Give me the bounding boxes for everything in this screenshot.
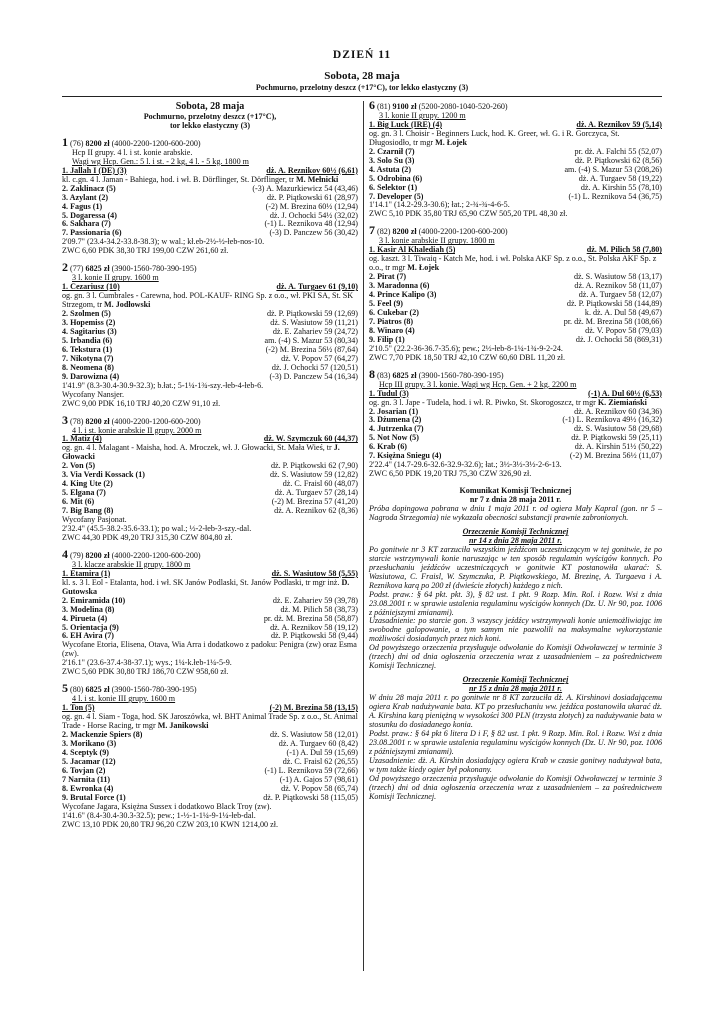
winner-trainer: J. Głowacki (62, 443, 340, 462)
race-index: (83) (375, 370, 393, 380)
left-column (62, 101, 358, 829)
winner-trainer: M. Łojek (407, 263, 440, 273)
race-number: 8 (369, 366, 375, 381)
result-horse: 4. Sagitarius (3) (62, 327, 117, 336)
winner-trainer: M. Łojek (435, 137, 468, 147)
result-horse: 3. Via Verdi Kossack (1) (62, 471, 145, 480)
result-jockey: dż. C. Fraisl 60 (48,07) (282, 479, 358, 489)
result-jockey: am. (-4) S. Mazur 53 (80,34) (264, 335, 358, 345)
result-horse: 6. Tekstura (1) (62, 345, 113, 354)
page-date: Sobota, 28 maja (324, 70, 400, 82)
result-horse: 3. Dżumena (2) (369, 416, 422, 425)
result-jockey: (-1) A. Gajos 57 (98,61) (279, 774, 358, 784)
race-conditions: 4 l. i st. konie arabskie II grupy. 2000 m (72, 425, 202, 435)
result-jockey: dż. V. Popov 58 (79,03) (585, 325, 662, 335)
race-conditions: Hcp III grupy. 3 l. konie. Wagi wg Hcp. Gen. + 2 kg. 2200 m (379, 379, 577, 389)
order-paragraph: Podst. praw.: § 64 pkt 6 litera D i F, § 82 ust. 1 pkt. 9 Rozp. Min. Rol. i Rozw. Wsi z dnia 23.08.2001 r. w sprawie ustalenia regulaminu wyścigów konnych (Dz. U. Nr 90, poz. 1006 z późniejszymi zmianami). (369, 728, 662, 756)
race-prize: 8200 zł (392, 227, 417, 237)
race-number: 2 (62, 260, 68, 275)
race-block (62, 681, 358, 829)
result-horse: 5. Odrobina (6) (369, 174, 423, 183)
result-jockey: (-2) M. Brezina 60½ (12,94) (265, 201, 358, 211)
result-horse: 3. Maradonna (6) (369, 282, 430, 291)
result-jockey: pr. dż. M. Brezina 58 (108,66) (563, 316, 662, 326)
race-note: ZWC 44,30 PDK 49,20 TRJ 315,30 CZW 804,80 zł. (62, 532, 233, 542)
result-horse: 7 Narnita (11) (62, 775, 111, 784)
commission-title: Komunikat Komisji Technicznej (459, 486, 572, 496)
result-horse: 6. Cukebar (2) (369, 308, 419, 317)
result-jockey: dż. P. Piątkowski 62 (7,90) (270, 461, 358, 471)
race-number: 1 (62, 134, 68, 149)
race-prize: 8200 zł (85, 138, 110, 148)
race-prize-split: (3900-1560-780-390-195) (416, 370, 504, 380)
result-horse: 5. Elgana (7) (62, 489, 106, 498)
result-jockey: dż. E. Zahariev 59 (39,78) (272, 595, 358, 605)
result-horse: 7. Developer (5) (369, 192, 424, 201)
winner-pedigree: og. kaszt. 3 l. Tiwaiq - Katch Me, hod. i wł. Polska AKF Sp. z o.o., St. Polska AKF Sp. z o.o., tr mgr (369, 254, 657, 273)
right-column (369, 98, 662, 802)
race-block (62, 260, 358, 408)
race-header (369, 366, 662, 381)
result-horse: 4. Jutrzenka (7) (369, 425, 424, 434)
orders (369, 528, 662, 802)
result-jockey: dż. P. Piątkowski 62 (8,56) (574, 155, 662, 165)
race-note: Wycofane Etoria, Elisena, Otava, Wia Arra i dodatkowo z padoku: Penigra (zw) oraz Esma (zw). (62, 640, 357, 659)
winner-details (369, 255, 662, 273)
winner-horse: 1. Matiz (4) (62, 435, 102, 444)
race-note: ZWC 13,10 PDK 20,80 TRJ 96,20 CZW 203,10 KWN 1214,00 zł. (62, 819, 278, 829)
result-jockey: (-2) M. Brezina 57 (41,20) (271, 497, 358, 507)
result-jockey: dż. E. Zahariev 59 (24,72) (272, 326, 358, 336)
result-horse: 7. Księżna Śniegu (4) (369, 452, 442, 461)
race-conditions: 3 l. konie II grupy. 1600 m (72, 273, 159, 283)
result-horse: 3. Morikano (3) (62, 739, 117, 748)
race-prize: 6825 zł (85, 264, 110, 274)
winner-horse: 1. Etamira (1) (62, 569, 111, 578)
race-block (369, 98, 662, 219)
commission-order (369, 528, 662, 671)
race-prize-split: (4000-2200-1200-600-200) (416, 227, 508, 237)
result-horse: 3. Azylant (2) (62, 193, 109, 202)
result-horse: 3. Modelina (8) (62, 605, 115, 614)
result-jockey: dż. P. Piątkowski 61 (28,97) (266, 192, 358, 202)
result-horse: 2. Emiramida (10) (62, 596, 126, 605)
result-horse: 6. Sakhara (7) (62, 220, 111, 229)
winner-pedigree: og. gn. 3 l. Choisir - Beginners Luck, hod. K. Greer, wł. G. i R. Gorczyca, St. Długosiodło, tr mgr (369, 128, 620, 147)
order-paragraph: Od powyższego orzeczenia przysługuje odwołanie do Komisji Odwoławczej w terminie 3 (trzech) dni od dnia ogłoszenia orzeczenia wraz z uzasadnieniem – za pośrednictwem Komisji Technicznej. (369, 643, 662, 671)
result-horse: 5. Dogaressa (4) (62, 211, 117, 220)
result-jockey: dż. J. Ochocki 58 (869,31) (575, 334, 662, 344)
result-jockey: dż. A. Turgaev 60 (8,42) (278, 738, 358, 748)
race-index: (78) (68, 416, 86, 426)
race-prize-split: (5200-2080-1040-520-260) (416, 102, 508, 111)
result-jockey: (-3) A. Mazurkiewicz 54 (43,46) (252, 183, 358, 193)
result-jockey: (-3) D. Panczew 54 (16,34) (269, 371, 358, 381)
commission-text: Próba dopingowa pobrana w dniu 1 maja 2011 r. od ogiera Mały Kapral (gon. nr 5 – Nagroda Strzegomia) nie wykazała obecności substancji prawnie zabronionych. (369, 504, 662, 522)
winner-details (62, 444, 358, 462)
winner-details (62, 579, 358, 597)
winner-trainer: M. Janikowski (157, 721, 209, 731)
race-conditions: 3 l. konie arabskie II grupy. 1800 m (379, 236, 495, 246)
race-note: 1'41.6" (8.4-30.4-30.3-32.5); pew.; 1-½-1-1¼-9-1¼-łeb-dal. (62, 810, 256, 820)
result-horse: 7. Nikotyna (7) (62, 354, 114, 363)
race-prize-split: (3900-1560-780-390-195) (109, 264, 197, 274)
left-column-weather-2: tor lekko elastyczny (3) (169, 120, 251, 130)
result-jockey: pr. dż. M. Brezina 58 (58,87) (263, 613, 358, 623)
result-horse: 2. Zaklinacz (5) (62, 184, 116, 193)
result-horse: 6. Tovjan (2) (62, 766, 106, 775)
left-column-weather-1: Pochmurno, przelotny deszcz (+17°C), (143, 112, 277, 121)
winner-horse: 1. Ton (5) (62, 704, 95, 713)
winner-jockey: dż. A. Reznikov 59 (5,14) (576, 119, 662, 129)
winner-pedigree: kl. c.gn. 4 l. Jaman - Bahiega, hod. i wł. B. Dörflinger, St. Dörflinger, tr (62, 174, 297, 184)
left-column-date: Sobota, 28 maja (175, 101, 245, 112)
race-note: Wycofane Jagara, Księżna Sussex i dodatkowo Black Troy (zw). (62, 801, 272, 811)
winner-jockey: (-2) M. Brezina 58 (13,15) (269, 703, 358, 713)
result-jockey: (-3) D. Panczew 56 (30,42) (269, 228, 358, 238)
race-note: 1'41.9" (8.3-30.4-30.9-32.3); b.łat.; 5-1¼-1¾-szy.-łeb-4-łeb-6. (62, 380, 264, 390)
result-jockey: dż. P. Piątkowski 58 (144,89) (566, 299, 662, 309)
result-horse: 4. Fagus (1) (62, 202, 103, 211)
order-number-text: nr 14 z dnia 28 maja 2011 r. (468, 535, 563, 545)
page-day-title: DZIEŃ 11 (332, 49, 392, 61)
result-jockey: (-1) L. Reznikova 59 (72,66) (264, 765, 358, 775)
result-horse: 8. Winaro (4) (369, 326, 415, 335)
result-horse: 5. Orientacja (9) (62, 623, 119, 632)
race-prize: 6825 zł (85, 685, 110, 695)
result-horse: 5. Jacamar (12) (62, 757, 116, 766)
result-horse: 3. Solo Su (3) (369, 156, 415, 165)
winner-horse: 1. Tudul (3) (369, 389, 409, 398)
result-jockey: dż. C. Fraisl 62 (26,55) (282, 756, 358, 766)
race-index: (79) (68, 550, 86, 560)
race-note: Wycofany Pasjonat. (62, 515, 127, 525)
race-prize-split: (4000-2200-1200-600-200) (109, 416, 201, 426)
race-index: (82) (375, 227, 393, 237)
result-jockey: dż. A. Turgaev 58 (12,07) (578, 290, 662, 300)
winner-pedigree: og. gn. 4 l. Siam - Toga, hod. SK Jaroszówka, wł. BHT Animal Trade Sp. z o.o., St. Animal Trade - Horse Racing, tr mgr (62, 712, 358, 731)
order-number-text: nr 15 z dnia 28 maja 2011 r. (468, 684, 563, 694)
race-conditions: 4 l. i st. konie III grupy. 1600 m (72, 694, 176, 704)
race-number: 3 (62, 412, 68, 427)
race-conditions: 3 l. klacze arabskie II grupy. 1800 m (72, 559, 191, 569)
result-jockey: dż. A. Reznikov 58 (19,12) (270, 622, 358, 632)
winner-jockey: dż. S. Wasiutow 58 (5,55) (271, 568, 358, 578)
winner-jockey: dż. A. Reznikov 60½ (6,61) (266, 165, 358, 175)
result-horse: 4. Astuta (2) (369, 165, 412, 174)
result-jockey: dż. A. Kirshin 51½ (50,22) (574, 442, 662, 452)
winner-jockey: dż. W. Szymczuk 60 (44,37) (263, 434, 358, 444)
winner-trainer: M. Jodłowski (104, 300, 151, 310)
winner-jockey: (-1) A. Dul 60½ (6,53) (588, 388, 662, 398)
race-note: 2'32.4" (45.5-38.2-35.6-33.1); po wal.; ½-2-łeb-3-szy.-dal. (62, 523, 252, 533)
result-horse: 4. Pirueta (4) (62, 614, 108, 623)
race-note: 2'22.4" (14.7-29.6-32.6-32.9-32.6); łat.; 3½-3½-3½-2-6-13. (369, 460, 562, 470)
result-horse: 7. Big Bang (8) (62, 507, 114, 516)
result-jockey: pr. dż. A. Falchi 55 (52,07) (574, 146, 662, 156)
commission-notice (369, 487, 662, 523)
result-jockey: dż. S. Wasiutow 58 (13,17) (574, 272, 662, 282)
result-jockey: (-2) M. Brezina 56½ (11,07) (569, 451, 662, 461)
race-conditions: Hcp II grupy. 4 l. i st. konie arabskie. (72, 147, 193, 157)
winner-details (62, 292, 358, 310)
race-note: 1'14.1" (14.2-29.3-30.6); łat.; 2-¾-¾-4-6-5. (369, 200, 510, 210)
result-horse: 5. Feel (9) (369, 300, 403, 309)
order-title-text: Orzeczenie Komisji Technicznej (462, 526, 569, 536)
result-jockey: dż. P. Piątkowski 59 (25,11) (571, 433, 662, 443)
result-horse: 6. EH Avira (7) (62, 632, 115, 641)
winner-pedigree: kl. s. 3 l. Eol - Etalanta, hod. i wł. SK Janów Podlaski, St. Janów Podlaski, tr mgr inż. (62, 577, 342, 587)
result-horse: 2. Czarnił (7) (369, 147, 415, 156)
winner-horse: 1. Cezariusz (10) (62, 283, 120, 292)
winner-trainer: M. Mełnicki (296, 174, 339, 184)
result-jockey: (-1) A. Dul 59 (15,69) (286, 747, 358, 757)
result-horse: 6. Selektor (1) (369, 183, 418, 192)
race-block (62, 134, 358, 256)
result-horse: 3. Hopemiss (2) (62, 319, 116, 328)
result-jockey: dż. J. Ochocki 57 (120,51) (271, 362, 358, 372)
result-horse: 2. Von (5) (62, 462, 96, 471)
race-index: (76) (68, 138, 86, 148)
result-jockey: dż. A. Turgaev 57 (28,14) (274, 488, 358, 498)
race-prize: 9100 zł (392, 102, 417, 111)
race-note: ZWC 6,60 PDK 38,30 TRJ 199,00 CZW 261,60 zł. (62, 246, 229, 256)
race-prize-split: (4000-2200-1200-600-200) (109, 550, 201, 560)
winner-trainer: K. Ziemiański (597, 397, 647, 407)
result-horse: 2. Szolmen (5) (62, 310, 111, 319)
race-prize-split: (3900-1560-780-390-195) (109, 685, 197, 695)
result-jockey: dż. P. Piątkowski 58 (9,44) (270, 631, 358, 641)
race-index: (77) (68, 264, 86, 274)
result-horse: 9. Darowizna (4) (62, 372, 120, 381)
race-block (62, 412, 358, 543)
result-jockey: dż. J. Ochocki 54½ (32,02) (269, 210, 358, 220)
result-jockey: (-1) L. Reznikova 48 (12,94) (264, 219, 358, 229)
winner-horse: 1. Big Luck (IRE) (4) (369, 120, 443, 129)
race-index: (81) (375, 102, 393, 111)
races-right (369, 98, 662, 479)
order-paragraph: Po gonitwie nr 3 KT zarzuciła wszystkim jeźdźcom uczestniczącym w tej gonitwie, że po starcie wstrzymywali konie naruszając w ten sposób regulamin wyścigów konnych. Po przesłuchaniu jeźdźców uczestniczących w gonitwie KT postanowiła ukarać: S. Wasiutowa, C. Fraisl, W. Szymczuka, P. Piątkowskiego, M. Brezinę, A. Turgaeva i A. Reznikova karą po 200 zł (dwieście złotych) każdego z nich. (369, 544, 662, 590)
result-jockey: dż. V. Popov 58 (65,74) (281, 783, 358, 793)
result-jockey: (-1) L. Reznikova 49½ (16,32) (562, 415, 662, 425)
race-note: 2'16.1" (23.6-37.4-38-37.1); wys.; 1¼-k.łeb-1¼-5-9. (62, 658, 232, 668)
race-prize: 8200 zł (85, 416, 110, 426)
race-block (369, 223, 662, 362)
commission-number: nr 7 z dnia 28 maja 2011 r. (469, 495, 562, 505)
race-note: ZWC 6,50 PDK 19,20 TRJ 75,30 CZW 326,90 zł. (369, 469, 532, 479)
winner-pedigree: og. gn. 3 l. Jape - Tudela, hod. i wł. R. Piwko, St. Skorogoszcz, tr mgr (369, 397, 598, 407)
page-weather: Pochmurno, przelotny deszcz (+17°C), tor lekko elastyczny (3) (255, 83, 469, 92)
race-conditions: Wagi wg Hcp. Gen.: 5 l. i st. - 2 kg, 4 l. - 5 kg. 1800 m (72, 156, 249, 166)
race-header (62, 412, 358, 427)
result-jockey: am. (-4) S. Mazur 53 (208,26) (564, 164, 662, 174)
race-number: 4 (62, 546, 68, 561)
race-prize-split: (4000-2200-1200-600-200) (109, 138, 201, 148)
winner-jockey: dż. M. Pilich 58 (7,80) (586, 245, 662, 255)
column-separator (363, 101, 364, 971)
race-block (369, 366, 662, 479)
result-jockey: dż. S. Wasiutow 58 (12,01) (270, 730, 358, 739)
race-number: 5 (62, 681, 68, 696)
race-note: ZWC 5,60 PDK 30,80 TRJ 186,70 CZW 958,60 zł. (62, 667, 229, 677)
race-conditions: 3 l. konie II grupy. 1200 m (379, 110, 466, 120)
race-number: 6 (369, 98, 375, 112)
result-horse: 9. Brutal Force (1) (62, 793, 126, 802)
result-jockey: dż. P. Piątkowski 59 (12,69) (266, 309, 358, 319)
winner-details (369, 130, 662, 148)
result-horse: 2. Josarian (1) (369, 407, 419, 416)
race-note: ZWC 5,10 PDK 35,80 TRJ 65,90 CZW 505,20 TPL 48,30 zł. (369, 209, 568, 219)
result-horse: 4. Sceptyk (9) (62, 748, 109, 757)
header-rule (62, 96, 662, 97)
result-jockey: dż. V. Popov 57 (64,27) (281, 353, 358, 363)
result-jockey: dż. A. Reznikov 60 (34,36) (574, 406, 662, 416)
result-horse: 9. Filip (1) (369, 335, 405, 344)
races-left (62, 134, 358, 830)
result-horse: 7. Piatros (8) (369, 317, 414, 326)
order-paragraph: Podst. praw.: § 64 pkt. pkt. 3), § 82 ust. 1 pkt. 9 Rozp. Min. Rol. i Rozw. Wsi z dnia 23.08.2001 r. w sprawie ustalenia regulaminu wyścigów konnych (Dz. U. Nr 90, poz. 1006 z późniejszymi zmianami). (369, 589, 662, 617)
result-jockey: dż. A. Turgaev 58 (19,22) (578, 173, 662, 183)
order-paragraph: Uzasadnienie: dż. A. Kirshin dosiadający ogiera Krab w czasie gonitwy nadużywał bata, w tym także kiedy ogier był pokonany. (369, 755, 662, 774)
result-horse: 8. Neomena (8) (62, 363, 114, 372)
winner-jockey: dż. A. Turgaev 61 (9,10) (276, 282, 358, 292)
result-horse: 2. Pirat (7) (369, 273, 407, 282)
result-jockey: (-2) M. Brezina 56½ (87,64) (265, 344, 358, 354)
result-horse: 4. Prince Kalipo (3) (369, 291, 437, 300)
result-jockey: k. dż. A. Dul 58 (49,67) (584, 307, 662, 317)
order-paragraph: W dniu 28 maja 2011 r. po gonitwie nr 8 KT zarzuciła dż. A. Kirshinovi dosiadającemu ogiera Krab nadużywanie bata. KT po przesłuchaniu ww. jeźdźca postanowiła ukarać dż. A. Kirshina karą pieniężną w wysokości 300 PLN (trzysta złotych) za nadużywanie bata w stosunku do dosiadanego konia. (369, 693, 662, 729)
order-paragraph: Od powyższego orzeczenia przysługuje odwołanie do Komisji Odwoławczej w terminie 3 (trzech) dni od dnia ogłoszenia orzeczenia wraz z uzasadnieniem – za pośrednictwem Komisji Technicznej. (369, 773, 662, 801)
race-note: ZWC 7,70 PDK 18,50 TRJ 42,10 CZW 60,60 DBL 11,20 zł. (369, 352, 566, 362)
result-jockey: dż. S. Wasiutow 59 (11,21) (270, 318, 358, 328)
winner-horse: 1. Kasir Al Khalediah (5) (369, 246, 456, 255)
result-horse: 6. Krab (6) (369, 443, 407, 452)
race-prize: 8200 zł (85, 550, 110, 560)
result-jockey: dż. A. Reznikov 62 (8,36) (274, 506, 358, 516)
winner-trainer: D. Gutowska (62, 577, 350, 596)
race-prize: 6825 zł (392, 370, 417, 380)
result-horse: 2. Mackenzie Spiers (8) (62, 731, 143, 739)
result-horse: 6. Mit (6) (62, 498, 95, 507)
result-jockey: dż. P. Piątkowski 58 (115,05) (263, 792, 358, 802)
winner-pedigree: og. gn. 3 l. Cumbrales - Carewna, hod. POL-KAUF- RING Sp. z o.o., wł. PKI SA, St. SK Strzegom, tr (62, 291, 354, 310)
result-jockey: dż. A. Kirshin 55 (78,10) (580, 182, 662, 192)
race-number: 7 (369, 223, 375, 238)
race-note: 2'10.5" (22.2-36-36.7-35.6); pew.; 2½-łeb-8-1¼-1¾-9-2-24. (369, 343, 563, 353)
race-index: (80) (68, 685, 86, 695)
race-note: ZWC 9,00 PDK 16,10 TRJ 40,20 CZW 91,10 zł. (62, 398, 221, 408)
race-note: 2'09.7" (23.4-34.2-33.8-38.3); w wal.; kł.eb-2½-½-łeb-nos-10. (62, 237, 265, 247)
race-block (62, 546, 358, 677)
result-horse: 5. Not Now (5) (369, 434, 419, 443)
order-title-text: Orzeczenie Komisji Technicznej (462, 675, 569, 685)
result-horse: 7. Passionaria (6) (62, 229, 122, 238)
winner-details (62, 713, 358, 731)
commission-order (369, 676, 662, 801)
race-note: Wycofany Nansjer. (62, 389, 124, 399)
result-horse: 8. Ewronka (4) (62, 784, 114, 793)
result-jockey: dż. M. Pilich 58 (38,73) (280, 604, 358, 614)
result-jockey: dż. A. Reznikov 58 (11,07) (574, 281, 662, 291)
winner-horse: 1. Jallah I (DE) (3) (62, 166, 127, 175)
result-jockey: dż. S. Wasiutow 58 (29,68) (574, 424, 662, 434)
order-paragraph: Uzasadnienie: po starcie gon. 3 wszyscy jeźdźcy wstrzymywali konie uniemożliwiając im swobodne galopowanie, a tym samym nie pozwolili na maksymalne wykorzystanie możliwości dosiadanych przez nich koni. (369, 616, 662, 644)
result-jockey: dż. S. Wasiutow 59 (12,82) (270, 470, 358, 480)
result-jockey: (-1) L. Reznikova 54 (36,75) (568, 191, 662, 201)
winner-pedigree: og. gn. 4 l. Malagant - Maisha, hod. A. Mroczek, wł. J. Głowacki, St. Mała Wieś, tr (62, 443, 334, 453)
result-horse: 4. King Ute (2) (62, 480, 113, 489)
result-horse: 5. Irbandia (6) (62, 336, 113, 345)
